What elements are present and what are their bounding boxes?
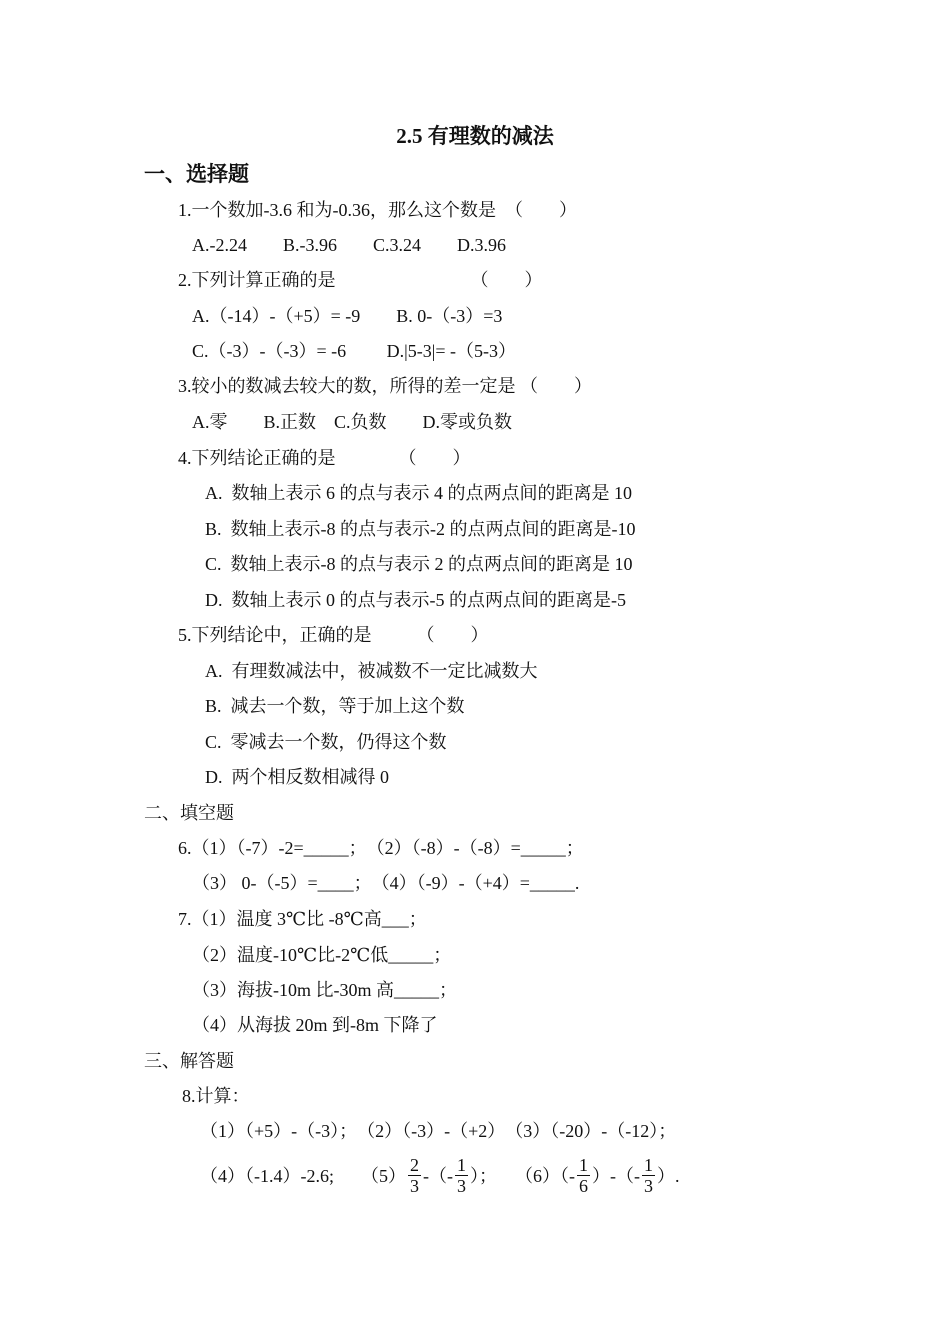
fraction-numerator: 1 bbox=[579, 1155, 588, 1175]
question-8-stem: 8.计算： bbox=[182, 1086, 250, 1106]
question-1-stem: 1.一个数加-3.6 和为-0.36，那么这个数是 （ ） bbox=[178, 200, 577, 220]
part-6-label: ）； （6）（- bbox=[470, 1165, 575, 1186]
question-8-line-1: （1）（+5）-（-3）； （2）（-3）-（+2） （3）（-20）-（-12）； bbox=[200, 1121, 677, 1141]
question-7-line: （2）温度-10℃比-2℃低_____； bbox=[192, 945, 452, 965]
section-heading-solve: 三、解答题 bbox=[144, 1051, 234, 1071]
fraction bbox=[642, 1155, 655, 1196]
question-1-options: A.-2.24 B.-3.96 C.3.24 D.3.96 bbox=[192, 235, 506, 255]
fraction-numerator: 1 bbox=[457, 1155, 466, 1175]
fraction-denominator: 3 bbox=[410, 1176, 419, 1196]
question-4-option: C. 数轴上表示-8 的点与表示 2 的点两点间的距离是 10 bbox=[205, 554, 633, 574]
closing-text: ）. bbox=[657, 1165, 680, 1186]
question-6-line-1: 6.（1）（-7）-2=_____； （2）（-8）-（-8）=_____； bbox=[178, 838, 584, 858]
fraction bbox=[408, 1155, 421, 1196]
fraction bbox=[455, 1155, 468, 1196]
question-7-line: （4）从海拔 20m 到-8m 下降了 bbox=[192, 1015, 438, 1035]
question-7-line: 7.（1）温度 3℃比 -8℃高___； bbox=[178, 909, 427, 929]
fraction-numerator: 2 bbox=[410, 1155, 419, 1175]
question-5-option: A. 有理数减法中，被减数不一定比减数大 bbox=[205, 661, 538, 681]
fraction bbox=[577, 1155, 590, 1196]
fraction-numerator: 1 bbox=[644, 1155, 653, 1175]
question-4-option: B. 数轴上表示-8 的点与表示-2 的点两点间的距离是-10 bbox=[205, 519, 636, 539]
question-7-line: （3）海拔-10m 比-30m 高_____； bbox=[192, 980, 457, 1000]
fraction-denominator: 3 bbox=[457, 1176, 466, 1196]
question-4-stem: 4.下列结论正确的是 （ ） bbox=[178, 448, 471, 468]
question-3-options: A.零 B.正数 C.负数 D.零或负数 bbox=[192, 412, 513, 432]
question-5-option: B. 减去一个数，等于加上这个数 bbox=[205, 696, 465, 716]
question-2-options-cd: C.（-3）-（-3）= -6 D.|5-3|= -（5-3） bbox=[192, 341, 516, 361]
fraction-denominator: 6 bbox=[579, 1176, 588, 1196]
fraction-denominator: 3 bbox=[644, 1176, 653, 1196]
question-4-option: A. 数轴上表示 6 的点与表示 4 的点两点间的距离是 10 bbox=[205, 483, 632, 503]
question-5-option: D. 两个相反数相减得 0 bbox=[205, 767, 389, 787]
question-2-stem: 2.下列计算正确的是 （ ） bbox=[178, 270, 543, 290]
question-5-option: C. 零减去一个数，仍得这个数 bbox=[205, 732, 447, 752]
operator-text: -（- bbox=[423, 1165, 453, 1186]
question-8-line-2 bbox=[200, 1155, 680, 1196]
question-4-option: D. 数轴上表示 0 的点与表示-5 的点两点间的距离是-5 bbox=[205, 590, 626, 610]
question-5-stem: 5.下列结论中，正确的是 （ ） bbox=[178, 625, 489, 645]
operator-text: ）-（- bbox=[592, 1165, 640, 1186]
page-title: 2.5 有理数的减法 bbox=[396, 124, 554, 148]
section-heading-choice: 一、选择题 bbox=[144, 162, 249, 186]
question-6-line-2: （3） 0-（-5）=____； （4）（-9）-（+4）=_____. bbox=[192, 873, 580, 893]
part-4-and-5-label: （4）（-1.4）-2.6; （5） bbox=[200, 1165, 406, 1186]
question-3-stem: 3.较小的数减去较大的数，所得的差一定是 （ ） bbox=[178, 376, 592, 396]
section-heading-fill: 二、填空题 bbox=[144, 803, 234, 823]
question-2-options-ab: A.（-14）-（+5）= -9 B. 0-（-3）=3 bbox=[192, 306, 503, 326]
